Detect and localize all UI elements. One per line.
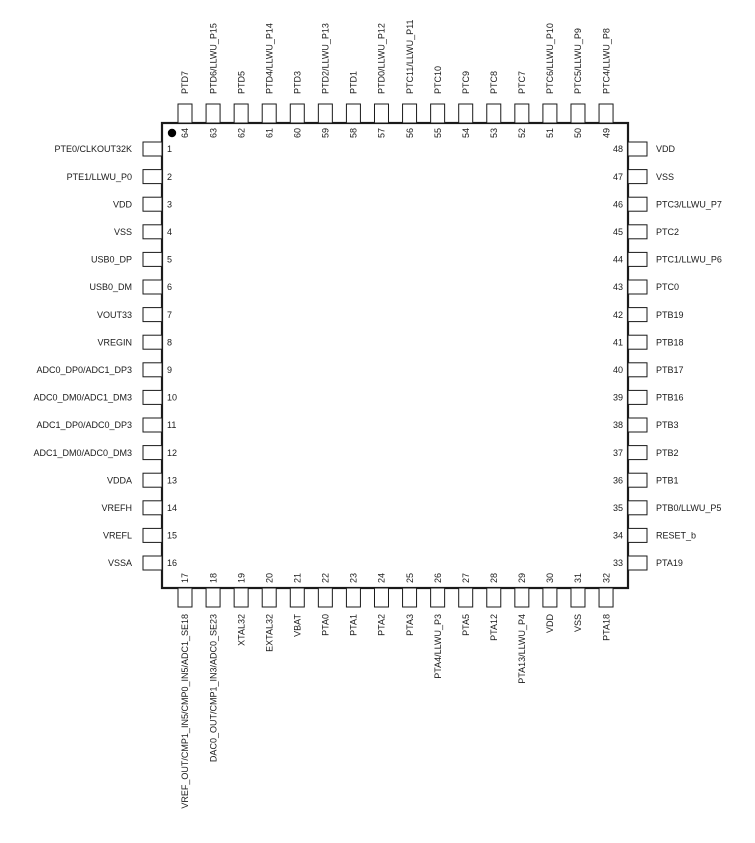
- pin-box: [178, 104, 192, 123]
- pin-number-label: 56: [404, 128, 415, 139]
- pin-number-label: 19: [236, 572, 247, 583]
- pin-box: [143, 556, 162, 570]
- pin-box: [599, 588, 613, 607]
- pin-name-label: PTE1/LLWU_P0: [66, 171, 132, 182]
- pin-name-label: PTC8: [488, 70, 499, 94]
- pin-name-label: PTC10: [432, 65, 443, 94]
- pin-name-label: PTD0/LLWU_P12: [376, 23, 387, 94]
- pin-bottom: [515, 573, 529, 684]
- pin-box: [515, 588, 529, 607]
- pin-box: [346, 104, 360, 123]
- pin-box: [143, 528, 162, 542]
- pin-name-label: ADC1_DP0/ADC0_DP3: [36, 420, 132, 431]
- pin-name-label: XTAL32: [236, 614, 247, 646]
- pin-box: [515, 104, 529, 123]
- pin-name-label: PTA2: [376, 614, 387, 636]
- pin-left: [91, 252, 172, 266]
- pin-box: [143, 501, 162, 515]
- pin-box: [628, 528, 647, 542]
- pin-box: [571, 588, 585, 607]
- pin-number-label: 64: [180, 128, 191, 139]
- pin-box: [487, 104, 501, 123]
- pin-bottom: [487, 573, 501, 641]
- pin-name-label: PTC9: [460, 70, 471, 94]
- pin-top: [543, 23, 557, 138]
- pin-bottom: [459, 573, 473, 636]
- pin-box: [571, 104, 585, 123]
- pin-box: [628, 308, 647, 322]
- pin-number-label: 59: [320, 128, 331, 139]
- pin-number-label: 44: [612, 254, 623, 265]
- pin-box: [143, 225, 162, 239]
- pin-box: [143, 308, 162, 322]
- pin-number-label: 57: [376, 128, 387, 139]
- pin-name-label: PTD7: [180, 70, 191, 94]
- pin-number-label: 49: [601, 128, 612, 139]
- pin-number-label: 6: [167, 282, 173, 293]
- pin-number-label: 18: [208, 572, 219, 583]
- pin-name-label: PTC3/LLWU_P7: [656, 199, 722, 210]
- pin-box: [143, 418, 162, 432]
- pin-number-label: 16: [167, 558, 178, 569]
- pin-box: [318, 104, 332, 123]
- pin-name-label: PTC0: [656, 282, 680, 293]
- pin-name-label: VSS: [113, 227, 132, 237]
- pin-number-label: 50: [573, 128, 584, 139]
- pin-number-label: 14: [167, 503, 178, 513]
- pin-number-label: 40: [612, 365, 623, 375]
- pin-box: [543, 588, 557, 607]
- pin-top: [403, 19, 417, 138]
- pin-name-label: VSS: [656, 171, 675, 182]
- pin-name-label: PTD5: [236, 70, 247, 94]
- pin-number-label: 35: [612, 503, 623, 513]
- pin-name-label: EXTAL32: [264, 614, 275, 652]
- pin-name-label: PTA1: [348, 614, 359, 636]
- pin-right: [613, 142, 676, 156]
- pin-name-label: PTC7: [517, 70, 528, 94]
- pin-box: [403, 104, 417, 123]
- pin-name-label: PTC11/LLWU_P11: [404, 19, 415, 94]
- pin-bottom: [599, 573, 613, 641]
- pin-number-label: 25: [404, 572, 415, 583]
- pin-number-label: 42: [612, 309, 623, 320]
- pin-top: [206, 23, 220, 138]
- pin-name-label: PTB18: [656, 337, 684, 348]
- pin-number-label: 11: [167, 420, 177, 431]
- pin-box: [143, 252, 162, 266]
- pin-number-label: 4: [167, 227, 173, 237]
- pin-box: [628, 390, 647, 404]
- pin-box: [143, 142, 162, 156]
- pin-box: [318, 588, 332, 607]
- pin-box: [628, 446, 647, 460]
- pin-number-label: 9: [167, 365, 173, 375]
- pin-number-label: 37: [612, 447, 623, 458]
- package-body: [162, 123, 628, 588]
- pin-number-label: 34: [612, 530, 623, 541]
- pin-number-label: 46: [612, 199, 623, 210]
- pin-bottom: [346, 573, 360, 636]
- pin-number-label: 47: [612, 171, 623, 182]
- pin-left: [108, 556, 177, 570]
- pin-number-label: 63: [208, 128, 219, 139]
- pin-box: [143, 363, 162, 377]
- pin-name-label: PTB1: [656, 475, 679, 486]
- pin-name-label: VSSA: [107, 558, 132, 569]
- pin-box: [628, 335, 647, 349]
- pin-right: [613, 501, 721, 515]
- pin-name-label: VBAT: [292, 614, 303, 637]
- pin-bottom: [403, 573, 417, 636]
- pin-box: [262, 588, 276, 607]
- pin-number-label: 36: [612, 475, 623, 486]
- pin-name-label: PTC1/LLWU_P6: [656, 254, 722, 265]
- pin-number-label: 45: [612, 227, 623, 237]
- pin-name-label: USB0_DM: [89, 282, 132, 293]
- pin-number-label: 58: [348, 128, 359, 139]
- pin-right: [613, 446, 679, 460]
- pin-number-label: 51: [545, 128, 556, 139]
- pin-number-label: 52: [517, 128, 528, 139]
- pin-left: [89, 280, 172, 294]
- pin-bottom: [290, 573, 304, 637]
- pin-name-label: PTB2: [656, 447, 679, 458]
- pin-box: [143, 446, 162, 460]
- top-pin-row: [178, 19, 613, 138]
- pin-box: [628, 142, 647, 156]
- pin-box: [346, 588, 360, 607]
- pin-bottom: [206, 573, 220, 762]
- pin-left: [107, 473, 177, 487]
- pin-number-label: 29: [517, 572, 528, 583]
- pin-name-label: PTD2/LLWU_P13: [320, 23, 331, 94]
- pin-box: [262, 104, 276, 123]
- pin-name-label: PTA5: [460, 614, 471, 636]
- pin-name-label: VDD: [112, 199, 132, 210]
- pin-number-label: 38: [612, 420, 623, 431]
- pin-left: [33, 390, 177, 404]
- pin-box: [459, 588, 473, 607]
- pin-name-label: PTC5/LLWU_P9: [573, 28, 584, 94]
- pin-name-label: PTA3: [404, 614, 415, 636]
- pin-name-label: PTC4/LLWU_P8: [601, 28, 612, 94]
- pin-box: [628, 418, 647, 432]
- pin-number-label: 7: [167, 309, 173, 320]
- pin-name-label: PTC6/LLWU_P10: [545, 23, 556, 94]
- pin-box: [178, 588, 192, 607]
- pin-name-label: USB0_DP: [90, 254, 132, 265]
- pin-box: [290, 104, 304, 123]
- pin-top: [599, 28, 613, 138]
- pin-number-label: 54: [460, 128, 471, 139]
- pin-box: [234, 104, 248, 123]
- pin-name-label: VSS: [573, 614, 584, 633]
- pin-name-label: PTA19: [656, 558, 683, 569]
- pin-number-label: 31: [573, 572, 584, 583]
- pin-top: [262, 23, 276, 138]
- pin-name-label: PTD1: [348, 70, 359, 94]
- pin-bottom: [374, 573, 388, 636]
- pin-number-label: 10: [167, 392, 178, 403]
- pin-box: [628, 280, 647, 294]
- pin-box: [234, 588, 248, 607]
- pin-name-label: VDDA: [106, 475, 132, 486]
- pin-number-label: 21: [292, 572, 303, 583]
- pin-box: [143, 473, 162, 487]
- pin-box: [431, 104, 445, 123]
- pin-name-label: PTB17: [656, 365, 684, 375]
- pin-right: [613, 418, 679, 432]
- pin-name-label: PTA13/LLWU_P4: [517, 614, 528, 684]
- pin-box: [206, 104, 220, 123]
- pin-name-label: VREFL: [102, 530, 132, 541]
- pin-name-label: ADC0_DP0/ADC1_DP3: [36, 365, 132, 375]
- pin-bottom: [234, 573, 248, 646]
- pin-name-label: VDD: [656, 144, 676, 155]
- pin-box: [459, 104, 473, 123]
- pin-bottom: [178, 573, 192, 809]
- pin-box: [487, 588, 501, 607]
- pin-box: [143, 335, 162, 349]
- pin-name-label: VREFH: [101, 503, 132, 513]
- pin-box: [628, 363, 647, 377]
- pin-box: [143, 170, 162, 184]
- pin-bottom: [571, 573, 585, 632]
- pin-number-label: 24: [376, 572, 387, 583]
- pin-name-label: PTC2: [656, 227, 680, 237]
- pin-left: [97, 308, 172, 322]
- pin-name-label: ADC0_DM0/ADC1_DM3: [33, 392, 132, 403]
- bottom-pin-row: [178, 573, 613, 809]
- pin-top: [374, 23, 388, 138]
- pin-number-label: 12: [167, 447, 178, 458]
- pin-number-label: 41: [612, 337, 623, 348]
- pin-number-label: 5: [167, 254, 173, 265]
- pin-number-label: 1: [167, 144, 173, 155]
- pin-bottom: [431, 573, 445, 679]
- left-pin-row: [33, 142, 177, 570]
- pin-box: [628, 473, 647, 487]
- pin-box: [431, 588, 445, 607]
- right-pin-row: [613, 142, 722, 570]
- pin-name-label: DAC0_OUT/CMP1_IN3/ADC0_SE23: [208, 614, 219, 763]
- pin-1-dot: [168, 129, 176, 137]
- pin-name-label: RESET_b: [656, 530, 697, 541]
- pin-box: [374, 104, 388, 123]
- pin-box: [628, 197, 647, 211]
- pin-name-label: PTD6/LLWU_P15: [208, 23, 219, 94]
- pin-box: [599, 104, 613, 123]
- pin-number-label: 60: [292, 128, 303, 139]
- pin-number-label: 23: [348, 572, 359, 583]
- pin-name-label: VREF_OUT/CMP1_IN5/CMP0_IN5/ADC1_SE18: [180, 614, 191, 809]
- pin-name-label: PTA0: [320, 614, 331, 636]
- pin-number-label: 61: [264, 128, 275, 139]
- pin-right: [613, 252, 722, 266]
- pin-name-label: PTA4/LLWU_P3: [432, 614, 443, 679]
- pin-name-label: PTA18: [601, 614, 612, 641]
- pin-box: [628, 556, 647, 570]
- pin-number-label: 32: [601, 572, 612, 583]
- pin-box: [628, 252, 647, 266]
- pin-name-label: PTE0/CLKOUT32K: [54, 144, 132, 155]
- pin-number-label: 43: [612, 282, 623, 293]
- pin-box: [403, 588, 417, 607]
- pin-name-label: VOUT33: [96, 309, 132, 320]
- pin-name-label: PTD4/LLWU_P14: [264, 23, 275, 94]
- pin-bottom: [543, 573, 557, 633]
- pin-bottom: [318, 573, 332, 636]
- pin-right: [613, 225, 679, 239]
- pin-number-label: 26: [432, 572, 443, 583]
- pin-left: [33, 446, 177, 460]
- pin-name-label: VREGIN: [97, 337, 132, 348]
- pin-number-label: 20: [264, 572, 275, 583]
- pin-top: [318, 23, 332, 138]
- pin-box: [628, 225, 647, 239]
- pin-number-label: 2: [167, 171, 173, 182]
- pin-number-label: 3: [167, 199, 173, 210]
- pin-name-label: PTB3: [656, 420, 679, 431]
- pin-number-label: 55: [432, 128, 443, 139]
- pin-number-label: 8: [167, 337, 173, 348]
- pin-box: [143, 280, 162, 294]
- pin-left: [54, 142, 172, 156]
- pin-right: [613, 473, 679, 487]
- pin-box: [628, 501, 647, 515]
- pin-name-label: VDD: [545, 614, 556, 634]
- pin-number-label: 28: [488, 572, 499, 583]
- pin-left: [36, 418, 176, 432]
- pin-left: [67, 170, 172, 184]
- pin-name-label: PTB19: [656, 309, 684, 320]
- pin-right: [613, 170, 674, 184]
- pin-number-label: 27: [460, 572, 471, 583]
- pin-number-label: 13: [167, 475, 178, 486]
- pin-right: [613, 197, 722, 211]
- pin-left: [97, 335, 172, 349]
- pin-number-label: 53: [488, 128, 499, 139]
- pin-box: [543, 104, 557, 123]
- pin-box: [374, 588, 388, 607]
- pin-number-label: 22: [320, 572, 331, 583]
- pin-box: [290, 588, 304, 607]
- pin-name-label: PTB0/LLWU_P5: [656, 503, 722, 513]
- pin-number-label: 17: [180, 572, 191, 583]
- pin-number-label: 33: [612, 558, 623, 569]
- pin-top: [571, 28, 585, 138]
- pin-name-label: PTB16: [656, 392, 684, 403]
- pin-number-label: 48: [612, 144, 623, 155]
- pin-number-label: 62: [236, 128, 247, 139]
- pin-number-label: 15: [167, 530, 178, 541]
- pin-number-label: 39: [612, 392, 623, 403]
- pin-box: [143, 197, 162, 211]
- pin-box: [206, 588, 220, 607]
- pin-number-label: 30: [545, 572, 556, 583]
- pin-box: [143, 390, 162, 404]
- pin-name-label: ADC1_DM0/ADC0_DM3: [33, 447, 132, 458]
- pin-name-label: PTD3: [292, 70, 303, 94]
- pin-name-label: PTA12: [488, 614, 499, 641]
- pin-right: [613, 280, 679, 294]
- pin-left: [36, 363, 172, 377]
- pin-box: [628, 170, 647, 184]
